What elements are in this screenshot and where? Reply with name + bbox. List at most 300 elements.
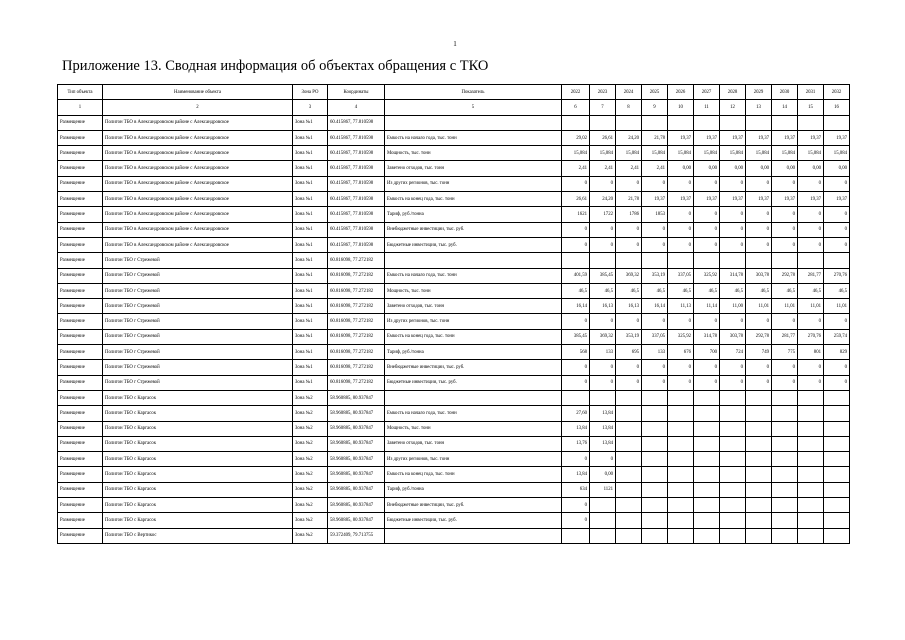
table-cell: Полигон ТБО г Стрежевой bbox=[103, 268, 293, 283]
table-cell bbox=[642, 467, 668, 482]
table-cell: 337,05 bbox=[642, 329, 668, 344]
table-cell: 0 bbox=[824, 222, 850, 237]
table-cell: 15,084 bbox=[668, 146, 694, 161]
table-row bbox=[58, 421, 850, 436]
table-cell: 0 bbox=[746, 314, 772, 329]
table-cell: 0,00 bbox=[798, 161, 824, 176]
table-cell: Полигон ТБО в Александровском районе с Александровское bbox=[103, 192, 293, 207]
table-cell bbox=[694, 467, 720, 482]
table-row bbox=[58, 130, 850, 145]
column-header: 2024 bbox=[616, 85, 642, 100]
column-number: 3 bbox=[293, 100, 328, 115]
table-cell: 0 bbox=[590, 314, 616, 329]
column-number: 13 bbox=[746, 100, 772, 115]
table-cell: Зона №1 bbox=[293, 268, 328, 283]
table-cell bbox=[642, 498, 668, 513]
table-cell: Емкость на начало года, тыс. тонн bbox=[385, 268, 562, 283]
table-cell: Зона №2 bbox=[293, 421, 328, 436]
table-cell: Зона №1 bbox=[293, 375, 328, 390]
column-number: 12 bbox=[720, 100, 746, 115]
table-cell bbox=[616, 390, 642, 405]
table-cell bbox=[824, 528, 850, 543]
table-cell: 0 bbox=[798, 222, 824, 237]
table-row bbox=[58, 268, 850, 283]
table-cell bbox=[694, 482, 720, 497]
table-cell bbox=[746, 406, 772, 421]
table-cell bbox=[720, 498, 746, 513]
table-cell: Заветено отходов, тыс. тонн bbox=[385, 161, 562, 176]
table-cell: 0 bbox=[590, 237, 616, 252]
table-cell: 133 bbox=[642, 345, 668, 360]
table-cell bbox=[385, 528, 562, 543]
table-body bbox=[58, 115, 850, 543]
table-row bbox=[58, 314, 850, 329]
table-cell: Размещение bbox=[58, 253, 103, 268]
column-number: 4 bbox=[328, 100, 385, 115]
table-cell: 0 bbox=[562, 452, 590, 467]
table-cell: 15,084 bbox=[746, 146, 772, 161]
table-cell: Полигон ТБО в Александровском районе с Александровское bbox=[103, 130, 293, 145]
table-cell bbox=[798, 482, 824, 497]
table-cell bbox=[798, 406, 824, 421]
table-row bbox=[58, 390, 850, 405]
table-cell: 1786 bbox=[616, 207, 642, 222]
table-cell bbox=[798, 115, 824, 130]
table-cell bbox=[720, 421, 746, 436]
table-cell: 11,13 bbox=[668, 299, 694, 314]
table-cell: 60.816098, 77.272182 bbox=[328, 314, 385, 329]
table-cell: 0 bbox=[616, 375, 642, 390]
table-cell: 0 bbox=[772, 314, 798, 329]
table-row bbox=[58, 513, 850, 528]
table-cell bbox=[720, 513, 746, 528]
table-cell: 0 bbox=[562, 237, 590, 252]
table-cell: 46,5 bbox=[590, 283, 616, 298]
table-cell: Размещение bbox=[58, 329, 103, 344]
table-cell: Размещение bbox=[58, 498, 103, 513]
column-header: 2025 bbox=[642, 85, 668, 100]
table-cell bbox=[798, 513, 824, 528]
table-cell: Полигон ТБО г Стрежевой bbox=[103, 314, 293, 329]
table-cell: 2,41 bbox=[590, 161, 616, 176]
table-cell: 19,37 bbox=[668, 192, 694, 207]
table-cell: Полигон ТБО с Каргасок bbox=[103, 498, 293, 513]
table-cell: Тариф, руб./тонна bbox=[385, 482, 562, 497]
table-cell: Размещение bbox=[58, 314, 103, 329]
table-cell bbox=[616, 115, 642, 130]
table-cell: 46,5 bbox=[616, 283, 642, 298]
table-cell: 0 bbox=[616, 314, 642, 329]
table-cell: Зона №1 bbox=[293, 283, 328, 298]
table-cell: 0 bbox=[798, 314, 824, 329]
table-cell: 0,00 bbox=[824, 161, 850, 176]
table-cell: Зона №1 bbox=[293, 253, 328, 268]
table-cell: Размещение bbox=[58, 421, 103, 436]
table-cell bbox=[720, 253, 746, 268]
table-cell bbox=[746, 513, 772, 528]
table-cell: 60.816098, 77.272182 bbox=[328, 329, 385, 344]
table-cell: 19,37 bbox=[746, 192, 772, 207]
table-cell: 0 bbox=[694, 207, 720, 222]
table-cell: 0 bbox=[562, 498, 590, 513]
table-cell: Заветено отходов, тыс. тонн bbox=[385, 299, 562, 314]
table-cell: Полигон ТБО с Каргасок bbox=[103, 452, 293, 467]
table-cell: 13,84 bbox=[590, 436, 616, 451]
table-cell: Зона №2 bbox=[293, 390, 328, 405]
table-cell bbox=[562, 115, 590, 130]
table-cell bbox=[668, 390, 694, 405]
table-cell bbox=[694, 406, 720, 421]
table-cell bbox=[668, 528, 694, 543]
table-cell bbox=[746, 498, 772, 513]
column-number: 1 bbox=[58, 100, 103, 115]
column-header: Координаты bbox=[328, 85, 385, 100]
table-cell bbox=[642, 421, 668, 436]
table-cell: 24,20 bbox=[590, 192, 616, 207]
column-number: 9 bbox=[642, 100, 668, 115]
table-cell: 0 bbox=[720, 375, 746, 390]
table-row bbox=[58, 360, 850, 375]
table-cell: 60.816098, 77.272182 bbox=[328, 375, 385, 390]
table-cell: 19,37 bbox=[668, 130, 694, 145]
table-cell: Размещение bbox=[58, 345, 103, 360]
table-cell: 0 bbox=[720, 176, 746, 191]
table-cell bbox=[642, 452, 668, 467]
table-cell bbox=[772, 253, 798, 268]
table-cell bbox=[720, 467, 746, 482]
table-cell: Размещение bbox=[58, 513, 103, 528]
table-cell: 1722 bbox=[590, 207, 616, 222]
table-cell: 60.816098, 77.272182 bbox=[328, 268, 385, 283]
table-cell bbox=[824, 436, 850, 451]
table-cell bbox=[720, 406, 746, 421]
table-cell bbox=[642, 390, 668, 405]
column-number: 14 bbox=[772, 100, 798, 115]
table-cell: Полигон ТБО г Стрежевой bbox=[103, 253, 293, 268]
table-cell: 11,01 bbox=[824, 299, 850, 314]
table-cell: 11,01 bbox=[746, 299, 772, 314]
column-number: 10 bbox=[668, 100, 694, 115]
table-cell: Размещение bbox=[58, 222, 103, 237]
table-cell: Полигон ТБО г Стрежевой bbox=[103, 299, 293, 314]
table-cell: Зона №1 bbox=[293, 345, 328, 360]
table-cell: 270,76 bbox=[798, 329, 824, 344]
table-cell: 58.960885, 80.937847 bbox=[328, 421, 385, 436]
table-cell: 19,37 bbox=[720, 192, 746, 207]
table-cell: Зона №1 bbox=[293, 192, 328, 207]
column-header: 2031 bbox=[798, 85, 824, 100]
table-cell: 60.816098, 77.272182 bbox=[328, 345, 385, 360]
table-cell: 0 bbox=[642, 222, 668, 237]
table-cell: 0 bbox=[562, 513, 590, 528]
table-cell: 369,32 bbox=[590, 329, 616, 344]
table-cell: 0 bbox=[642, 176, 668, 191]
table-cell bbox=[798, 421, 824, 436]
table-cell bbox=[798, 528, 824, 543]
table-cell bbox=[772, 528, 798, 543]
table-cell: Зона №2 bbox=[293, 406, 328, 421]
table-cell bbox=[642, 115, 668, 130]
table-cell: Полигон ТБО в Александровском районе с Александровское bbox=[103, 222, 293, 237]
table-cell: Мощность, тыс. тонн bbox=[385, 146, 562, 161]
column-number: 2 bbox=[103, 100, 293, 115]
table-cell bbox=[798, 253, 824, 268]
table-cell bbox=[668, 253, 694, 268]
table-cell: Емкость на начало года, тыс. тонн bbox=[385, 406, 562, 421]
table-cell: Полигон ТБО г Стрежевой bbox=[103, 345, 293, 360]
table-cell: 0 bbox=[824, 375, 850, 390]
table-cell: 0 bbox=[616, 360, 642, 375]
table-cell: 19,37 bbox=[694, 192, 720, 207]
table-cell: 19,37 bbox=[720, 130, 746, 145]
table-cell: Полигон ТБО г Стрежевой bbox=[103, 283, 293, 298]
table-cell bbox=[720, 452, 746, 467]
table-cell bbox=[824, 513, 850, 528]
table-cell bbox=[824, 115, 850, 130]
table-cell: Зона №1 bbox=[293, 329, 328, 344]
table-cell: 46,5 bbox=[642, 283, 668, 298]
table-cell: 829 bbox=[824, 345, 850, 360]
table-cell: 46,5 bbox=[772, 283, 798, 298]
table-cell: Из других регионов, тыс. тонн bbox=[385, 176, 562, 191]
table-cell: 0 bbox=[694, 375, 720, 390]
table-cell bbox=[824, 467, 850, 482]
table-cell: Из других регионов, тыс. тонн bbox=[385, 452, 562, 467]
table-cell: 0 bbox=[772, 375, 798, 390]
table-cell: Полигон ТБО в Александровском районе с Александровское bbox=[103, 176, 293, 191]
column-header: 2028 bbox=[720, 85, 746, 100]
column-number-row bbox=[58, 100, 850, 115]
table-cell: 0 bbox=[746, 237, 772, 252]
table-cell: 0 bbox=[642, 360, 668, 375]
table-cell: Размещение bbox=[58, 467, 103, 482]
table-cell bbox=[694, 421, 720, 436]
table-cell: 0 bbox=[694, 314, 720, 329]
table-cell: 0 bbox=[824, 237, 850, 252]
table-cell bbox=[694, 115, 720, 130]
table-cell: 0 bbox=[668, 176, 694, 191]
table-cell: 0 bbox=[772, 360, 798, 375]
table-cell bbox=[668, 421, 694, 436]
table-cell bbox=[385, 115, 562, 130]
table-cell: 0 bbox=[772, 237, 798, 252]
page-number: 1 bbox=[453, 40, 457, 48]
table-cell bbox=[694, 452, 720, 467]
table-cell bbox=[616, 406, 642, 421]
table-cell: 0 bbox=[798, 237, 824, 252]
table-cell bbox=[694, 513, 720, 528]
table-cell: 16,14 bbox=[642, 299, 668, 314]
table-cell: Размещение bbox=[58, 375, 103, 390]
table-row bbox=[58, 329, 850, 344]
table-cell: 16,13 bbox=[616, 299, 642, 314]
table-cell: 303,78 bbox=[746, 268, 772, 283]
table-cell: 724 bbox=[720, 345, 746, 360]
table-cell: Размещение bbox=[58, 268, 103, 283]
column-header: 2027 bbox=[694, 85, 720, 100]
table-cell bbox=[720, 436, 746, 451]
table-cell: Заветено отходов, тыс. тонн bbox=[385, 436, 562, 451]
table-cell: 26,61 bbox=[562, 192, 590, 207]
table-cell: 0 bbox=[562, 176, 590, 191]
table-cell: Полигон ТБО г Стрежевой bbox=[103, 329, 293, 344]
column-number: 15 bbox=[798, 100, 824, 115]
table-cell bbox=[772, 467, 798, 482]
table-cell: Бюджетные инвестиции, тыс. руб. bbox=[385, 237, 562, 252]
table-cell bbox=[746, 436, 772, 451]
table-cell: 385,45 bbox=[590, 268, 616, 283]
table-cell: 19,37 bbox=[798, 130, 824, 145]
table-cell: 0,00 bbox=[720, 161, 746, 176]
table-cell: 60.415867, 77.810598 bbox=[328, 146, 385, 161]
table-cell bbox=[642, 513, 668, 528]
table-cell: 353,19 bbox=[642, 268, 668, 283]
table-cell bbox=[772, 406, 798, 421]
table-cell: 700 bbox=[694, 345, 720, 360]
table-cell: 59.372409, 79.713755 bbox=[328, 528, 385, 543]
table-cell: 0 bbox=[772, 176, 798, 191]
table-cell: 2,41 bbox=[562, 161, 590, 176]
table-cell bbox=[824, 390, 850, 405]
table-row bbox=[58, 498, 850, 513]
table-cell: 676 bbox=[668, 345, 694, 360]
table-cell: 19,37 bbox=[824, 192, 850, 207]
table-cell: 0 bbox=[720, 222, 746, 237]
column-number: 5 bbox=[385, 100, 562, 115]
table-cell bbox=[590, 498, 616, 513]
table-row bbox=[58, 299, 850, 314]
table-cell: Зона №1 bbox=[293, 237, 328, 252]
table-cell bbox=[772, 115, 798, 130]
table-cell bbox=[772, 421, 798, 436]
table-cell bbox=[694, 498, 720, 513]
column-number: 11 bbox=[694, 100, 720, 115]
table-cell: 0 bbox=[668, 222, 694, 237]
table-cell: Зона №2 bbox=[293, 436, 328, 451]
table-cell: Полигон ТБО в Александровском районе с Александровское bbox=[103, 115, 293, 130]
table-cell: Полигон ТБО с Каргасок bbox=[103, 390, 293, 405]
table-cell: 58.960885, 80.937847 bbox=[328, 513, 385, 528]
table-cell: Полигон ТБО с Каргасок bbox=[103, 513, 293, 528]
table-cell: 292,78 bbox=[772, 268, 798, 283]
table-cell: Размещение bbox=[58, 528, 103, 543]
table-cell: 0 bbox=[694, 237, 720, 252]
table-cell: 2,41 bbox=[616, 161, 642, 176]
table-cell: Тариф, руб./тонна bbox=[385, 345, 562, 360]
table-cell: 16,13 bbox=[590, 299, 616, 314]
column-number: 6 bbox=[562, 100, 590, 115]
table-cell bbox=[694, 253, 720, 268]
table-row bbox=[58, 283, 850, 298]
table-cell bbox=[746, 528, 772, 543]
table-cell bbox=[590, 390, 616, 405]
table-cell: 24,20 bbox=[616, 130, 642, 145]
table-cell bbox=[616, 498, 642, 513]
table-cell bbox=[720, 115, 746, 130]
table-cell bbox=[616, 467, 642, 482]
table-cell bbox=[746, 115, 772, 130]
table-cell bbox=[642, 253, 668, 268]
table-cell: Зона №2 bbox=[293, 482, 328, 497]
table-cell: 0 bbox=[694, 360, 720, 375]
table-cell: 58.960885, 80.937847 bbox=[328, 390, 385, 405]
table-cell bbox=[694, 390, 720, 405]
table-cell: Размещение bbox=[58, 299, 103, 314]
table-cell bbox=[798, 498, 824, 513]
table-cell: Внебюджетные инвестиции, тыс. руб. bbox=[385, 222, 562, 237]
table-cell: 29,02 bbox=[562, 130, 590, 145]
column-number: 8 bbox=[616, 100, 642, 115]
table-row bbox=[58, 436, 850, 451]
table-cell: 19,37 bbox=[694, 130, 720, 145]
table-cell bbox=[746, 467, 772, 482]
table-cell bbox=[562, 253, 590, 268]
table-cell bbox=[746, 482, 772, 497]
table-cell: 325,92 bbox=[694, 268, 720, 283]
table-cell: 0 bbox=[562, 375, 590, 390]
table-cell: 801 bbox=[798, 345, 824, 360]
table-cell: 0 bbox=[562, 314, 590, 329]
table-row bbox=[58, 115, 850, 130]
table-cell: Емкость на начало года, тыс. тонн bbox=[385, 130, 562, 145]
table-cell: Внебюджетные инвестиции, тыс. руб. bbox=[385, 360, 562, 375]
table-cell: 0 bbox=[746, 207, 772, 222]
table-cell: 19,37 bbox=[772, 192, 798, 207]
table-cell: Внебюджетные инвестиции, тыс. руб. bbox=[385, 498, 562, 513]
table-cell: 13,84 bbox=[562, 467, 590, 482]
table-row bbox=[58, 222, 850, 237]
table-cell: 11,14 bbox=[694, 299, 720, 314]
table-cell: Размещение bbox=[58, 436, 103, 451]
table-cell: 46,5 bbox=[694, 283, 720, 298]
column-header: 2030 bbox=[772, 85, 798, 100]
table-cell: Размещение bbox=[58, 237, 103, 252]
table-cell: 0 bbox=[720, 237, 746, 252]
table-cell: 16,14 bbox=[562, 299, 590, 314]
table-row bbox=[58, 161, 850, 176]
table-cell bbox=[642, 406, 668, 421]
table-cell: 46,5 bbox=[668, 283, 694, 298]
table-cell bbox=[590, 115, 616, 130]
table-cell: 13,84 bbox=[562, 421, 590, 436]
table-cell bbox=[616, 528, 642, 543]
table-cell: 0 bbox=[746, 176, 772, 191]
table-cell: Емкость на конец года, тыс. тонн bbox=[385, 192, 562, 207]
table-cell: 369,32 bbox=[616, 268, 642, 283]
table-cell: Емкость на конец года, тыс. тонн bbox=[385, 329, 562, 344]
table-cell: 0 bbox=[616, 176, 642, 191]
table-cell bbox=[772, 498, 798, 513]
table-cell: 314,78 bbox=[694, 329, 720, 344]
table-row bbox=[58, 253, 850, 268]
table-cell: Зона №2 bbox=[293, 498, 328, 513]
table-cell: 60.415867, 77.810598 bbox=[328, 207, 385, 222]
table-cell: 0 bbox=[824, 207, 850, 222]
table-cell: 58.960885, 80.937847 bbox=[328, 467, 385, 482]
table-cell: Зона №1 bbox=[293, 146, 328, 161]
table-cell: Зона №2 bbox=[293, 528, 328, 543]
table-cell bbox=[746, 452, 772, 467]
table-cell: 0 bbox=[772, 207, 798, 222]
table-cell: 0 bbox=[824, 314, 850, 329]
table-cell: Зона №1 bbox=[293, 360, 328, 375]
table-cell: 0 bbox=[562, 360, 590, 375]
table-cell bbox=[824, 253, 850, 268]
table-cell bbox=[616, 436, 642, 451]
table-cell bbox=[590, 513, 616, 528]
table-cell: 1121 bbox=[590, 482, 616, 497]
table-cell bbox=[562, 528, 590, 543]
